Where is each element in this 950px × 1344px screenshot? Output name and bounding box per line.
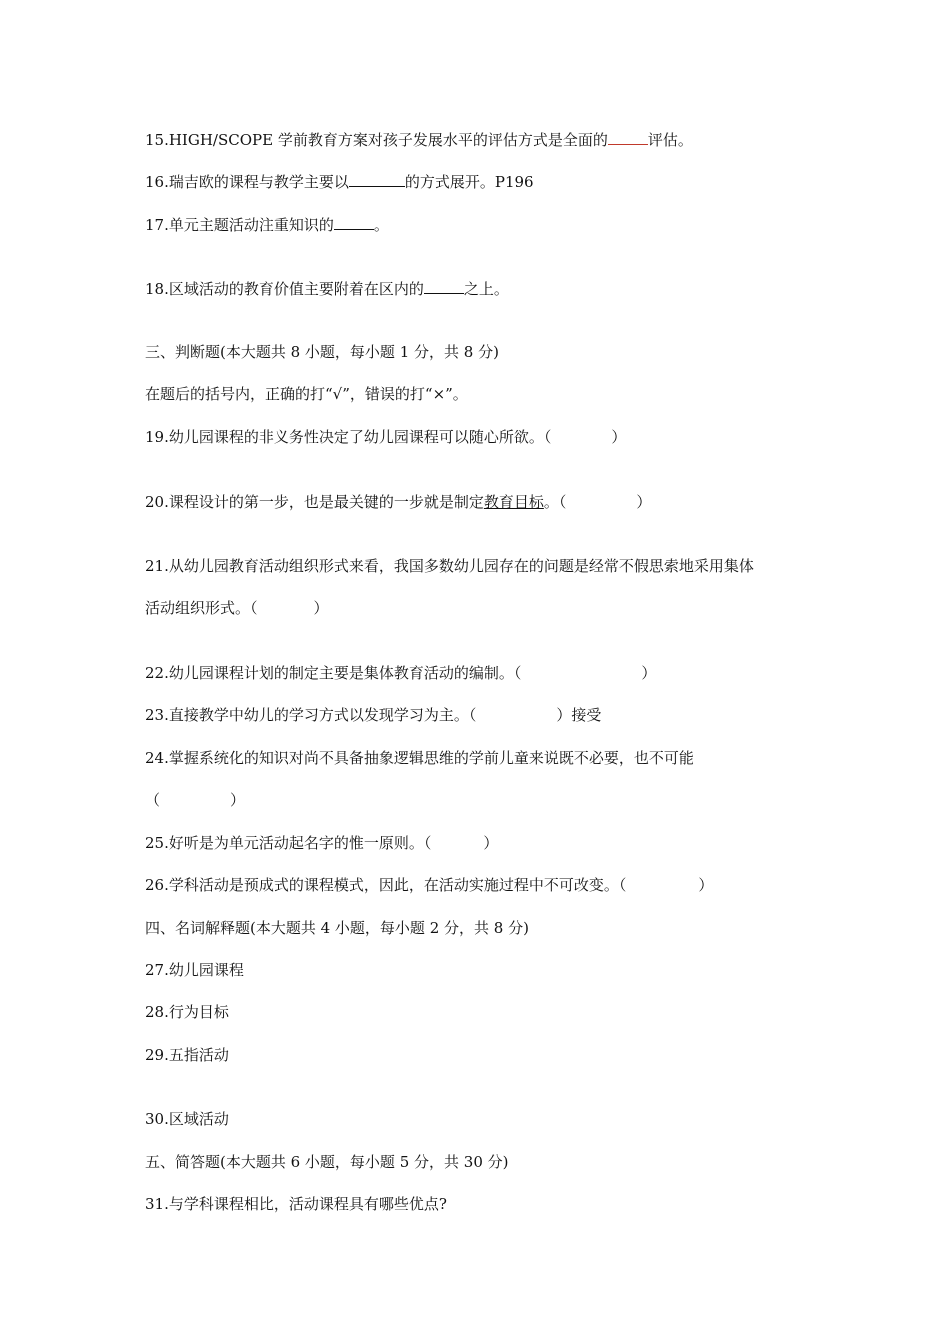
- section-3-instructions: 在题后的括号内，正确的打“√”，错误的打“×”。: [145, 385, 468, 403]
- fill-blank: [424, 277, 464, 294]
- fill-blank: [334, 213, 374, 230]
- question-21-line2: 活动组织形式。（ ）: [145, 599, 329, 617]
- question-18: 18.区域活动的教育价值主要附着在区内的 之上。: [145, 277, 509, 299]
- question-24-line2: （ ）: [145, 791, 246, 809]
- question-23: 23.直接教学中幼儿的学习方式以发现学习为主。（ ）接受: [145, 706, 602, 724]
- question-17: 17.单元主题活动注重知识的 。: [145, 213, 389, 235]
- question-19: 19.幼儿园课程的非义务性决定了幼儿园课程可以随心所欲。（ ）: [145, 428, 627, 446]
- section-5-title: 五、简答题(本大题共 6 小题，每小题 5 分，共 30 分): [145, 1153, 509, 1171]
- question-30: 30.区域活动: [145, 1110, 229, 1128]
- question-21-line1: 21.从幼儿园教育活动组织形式来看，我国多数幼儿园存在的问题是经常不假思索地采用集体: [145, 557, 754, 575]
- section-4-title: 四、名词解释题(本大题共 4 小题，每小题 2 分，共 8 分): [145, 919, 529, 937]
- question-15: 15.HIGH/SCOPE 学前教育方案对孩子发展水平的评估方式是全面的 评估。: [145, 128, 693, 150]
- fill-blank: [349, 170, 405, 187]
- question-25: 25.好听是为单元活动起名字的惟一原则。（ ）: [145, 834, 499, 852]
- question-29: 29.五指活动: [145, 1046, 229, 1064]
- question-16: 16.瑞吉欧的课程与教学主要以 的方式展开。P196: [145, 170, 534, 192]
- question-27: 27.幼儿园课程: [145, 961, 244, 979]
- fill-blank: [608, 128, 648, 145]
- section-3-title: 三、判断题(本大题共 8 小题，每小题 1 分，共 8 分): [145, 343, 499, 361]
- question-22: 22.幼儿园课程计划的制定主要是集体教育活动的编制。（ ）: [145, 664, 657, 682]
- question-31: 31.与学科课程相比，活动课程具有哪些优点?: [145, 1195, 447, 1213]
- question-24-line1: 24.掌握系统化的知识对尚不具备抽象逻辑思维的学前儿童来说既不必要，也不可能: [145, 749, 694, 767]
- question-20: 20.课程设计的第一步，也是最关键的一步就是制定教育目标。（ ）: [145, 493, 652, 511]
- question-28: 28.行为目标: [145, 1003, 229, 1021]
- question-26: 26.学科活动是预成式的课程模式，因此，在活动实施过程中不可改变。（ ）: [145, 876, 714, 894]
